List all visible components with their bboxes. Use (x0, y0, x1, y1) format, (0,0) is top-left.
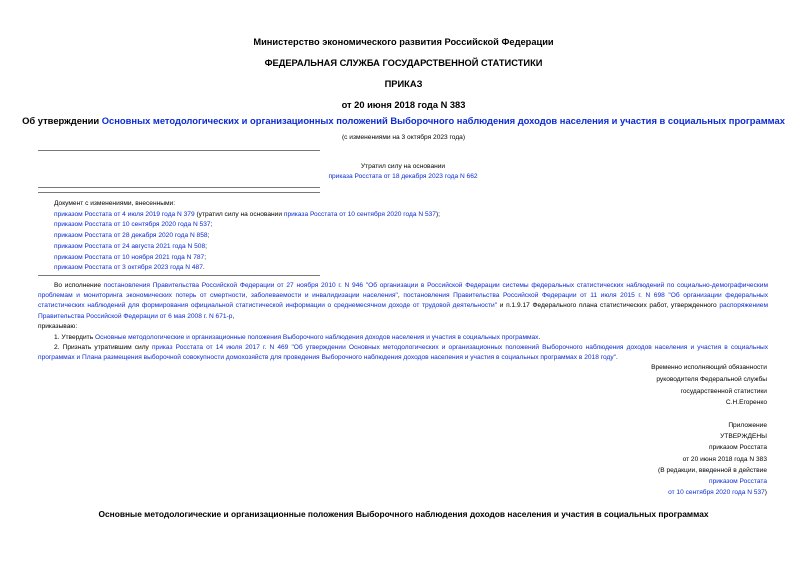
list-item (54, 231, 554, 242)
changes-heading: Документ с изменениями, внесенными: (54, 200, 176, 207)
changes-block (54, 199, 554, 274)
service-heading: ФЕДЕРАЛЬНАЯ СЛУЖБА ГОСУДАРСТВЕННОЙ СТАТИСТИКИ (264, 58, 543, 68)
change-end: ; (205, 242, 207, 250)
text: 1. Утвердить (54, 334, 95, 341)
decree-link[interactable]: постановления Правительства Российской Федерации от 27 ноября 2010 г. N 946 "Об организации в Российской Федерации системы федеральных статистических наблюдений по социально-демографическим проблемам и мониторинга экономических потерь от смертности, заболеваемости и инвалидизации населения" (38, 282, 768, 300)
list-item (54, 210, 554, 221)
text: ) (764, 489, 767, 497)
signature-line: С.Н.Егоренко (725, 399, 767, 407)
lost-force-text: Утратил силу на основании (360, 163, 446, 170)
appendix-link[interactable]: от 10 сентября 2020 года N 537 (668, 489, 765, 497)
signature-line: руководителя Федеральной службы (656, 375, 767, 383)
signature-block (567, 362, 767, 409)
paragraph-item-1 (38, 333, 768, 343)
change-end: ; (204, 253, 207, 261)
change-link[interactable]: приказа Росстата от 10 сентября 2020 года N 537 (283, 210, 436, 218)
appendix-line: УТВЕРЖДЕНЫ (720, 433, 767, 441)
text: 2. Признать утратившим силу (54, 344, 152, 351)
change-end: ; (207, 232, 210, 240)
amendment-note: (с изменениями на 3 октября 2023 года) (341, 134, 466, 141)
appendix-line: от 20 июня 2018 года N 383 (682, 455, 767, 463)
text: , (397, 292, 404, 300)
change-end: ); (435, 210, 440, 218)
paragraph-item-2 (38, 343, 768, 363)
signature-line: государственной статистики (680, 387, 767, 395)
change-note: (утратил силу на основании (194, 210, 284, 218)
change-end: . (202, 264, 205, 272)
text: . (538, 334, 541, 341)
divider (38, 187, 320, 188)
text: , (232, 312, 235, 320)
text: и п.1.9.17 Федерального плана статистических работ, утвержденного (497, 302, 720, 310)
lost-force-block (312, 162, 494, 182)
list-item (54, 242, 554, 253)
positions-link[interactable]: Основные методологические и организационные положения Выборочного наблюдения доходов населения и участия в социальных программах (94, 334, 539, 341)
change-link[interactable]: приказом Росстата от 28 декабря 2020 года N 858 (54, 232, 208, 240)
change-link[interactable]: приказом Росстата от 10 сентября 2020 года N 537 (54, 221, 211, 229)
change-end: ; (210, 221, 213, 229)
decree-link[interactable]: распоряжением Правительства Российской Федерации от 6 мая 2008 г. N 671-р (38, 302, 768, 320)
change-link[interactable]: приказом Росстата от 24 августа 2021 года N 508 (54, 242, 206, 250)
section-title: Основные методологические и организационные положения Выборочного наблюдения доходов населения и участия в социальных программах (98, 509, 709, 519)
list-item (54, 263, 554, 274)
appendix-line: Приложение (728, 422, 767, 429)
order-heading: ПРИКАЗ (384, 79, 423, 89)
appendix-line: приказом Росстата (709, 444, 767, 452)
paragraph-preamble (38, 281, 768, 322)
change-link[interactable]: приказом Росстата от 4 июля 2019 года N 379 (54, 210, 195, 218)
decree-link[interactable]: постановления Правительства Российской Федерации от 11 июля 2015 г. N 698 "Об организации федеральных статистических наблюдений для формирования официальной статистической информации о среднемесячном доходе от трудовой деятельности" (38, 292, 769, 310)
appendix-block (537, 420, 767, 498)
document-title (0, 115, 807, 126)
lost-force-link[interactable]: приказа Росстата от 18 декабря 2023 года N 662 (328, 173, 478, 180)
text: . (615, 354, 618, 362)
paragraph-order: приказываю: (38, 323, 78, 330)
divider (38, 150, 320, 151)
divider (38, 192, 320, 193)
repealed-order-link[interactable]: приказ Росстата от 14 июля 2017 г. N 469 "Об утверждении Основных методологических и организационных положений Выборочного наблюдения доходов населения и участия в социальных программах и Плана размещения выборочной совокупности домохозяйств для проведения Выборочного наблюдения доходов населения и участия в социальных программах в 2018 году" (38, 344, 769, 362)
appendix-link[interactable]: приказом Росстата (709, 478, 767, 486)
appendix-line: (В редакции, введенной в действие (658, 466, 767, 474)
list-item (54, 220, 554, 231)
order-date: от 20 июня 2018 года N 383 (341, 100, 466, 110)
change-link[interactable]: приказом Росстата от 3 октября 2023 года N 487 (54, 264, 203, 272)
signature-line: Временно исполняющий обязанности (651, 364, 767, 371)
title-link[interactable]: Основных методологических и организационных положений Выборочного наблюдения доходов населения и участия в социальных программах (101, 115, 785, 126)
ministry-heading: Министерство экономического развития Российской Федерации (253, 37, 554, 47)
divider (38, 275, 320, 276)
change-link[interactable]: приказом Росстата от 10 ноября 2021 года N 787 (54, 253, 205, 261)
list-item (54, 253, 554, 264)
text: Во исполнение (54, 282, 104, 289)
title-prefix: Об утверждении (22, 115, 102, 126)
